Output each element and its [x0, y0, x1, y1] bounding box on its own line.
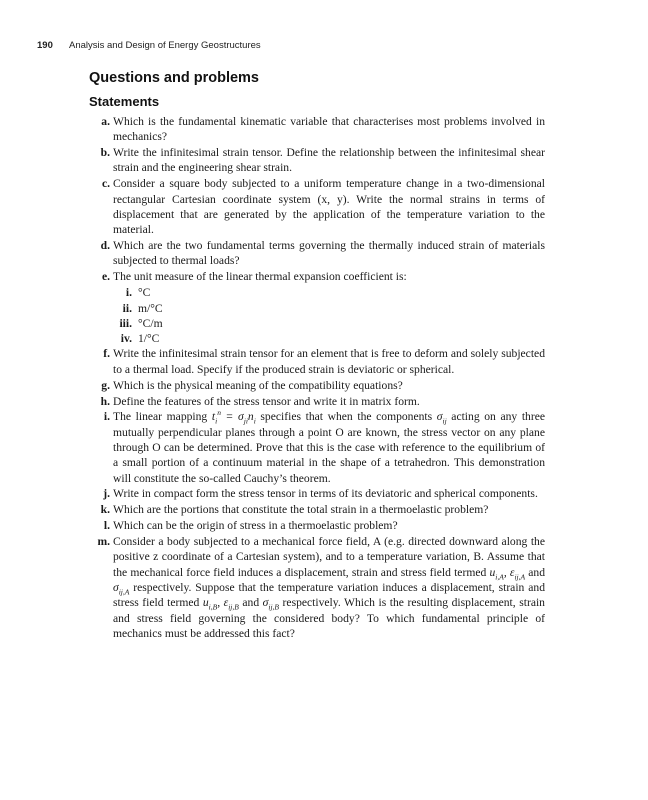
page-number: 190 [37, 40, 53, 51]
question-text: Consider a body subjected to a mechanical force field, A (e.g. directed downward along the positive z coordinate of a Cartesian system), and to a temperature variation, B. Assume that the mechanical force field induces a displacement, strain and stress field termed $u_{i,A}$, $\varepsilon_{ij,A}$ and $\sigma_{ij,A}$ respectively. Suppose that the temperature variation induces a displacement, strain and stress field termed $u_{i,B}$, $\varepsilon_{ij,B}$ and $\sigma_{ij,B}$ respectively. Which is the resulting displacement, strain and stress field governing the considered body? To which fundamental principle of mechanics must be addressed this fact? [113, 535, 546, 640]
question-label: j. [103, 487, 110, 501]
question-label: k. [100, 503, 110, 517]
question-text: Write the infinitesimal strain tensor. Define the relationship between the infinitesimal shear strain and the engineering shear strain. [113, 146, 545, 175]
question-label: l. [103, 519, 110, 533]
option-e-ii [80, 301, 545, 316]
option-text: 1/°C [138, 332, 160, 346]
question-e [80, 269, 545, 284]
question-text: Write the infinitesimal strain tensor for an element that is free to deform and solely subjected to a thermal load. Specify if the produced strain is deviatoric or spherical. [113, 347, 545, 376]
question-text: Which is the fundamental kinematic variable that characterises most problems involved in mechanics? [113, 115, 545, 144]
question-text: Which are the two fundamental terms governing the thermally induced strain of materials subjected to thermal loads? [113, 239, 545, 268]
question-label: h. [100, 394, 110, 408]
question-label: i. [103, 410, 110, 424]
question-label: g. [101, 378, 110, 392]
question-text: Consider a square body subjected to a uniform temperature change in a two-dimensional rectangular Cartesian coordinate system (x, y). Write the normal strains in terms of displacement that are generated by the application of the temperature variation to the material. [113, 177, 545, 237]
question-label: c. [101, 177, 110, 191]
question-m [80, 534, 545, 641]
field-a-stress-symbol: $\sigma_{ij,A}$ [113, 581, 130, 597]
question-label: d. [100, 239, 110, 253]
question-text: The unit measure of the linear thermal expansion coefficient is: [113, 270, 407, 284]
cauchy-formula: $t_i^n = \sigma_{ji}n_i$ [211, 408, 256, 426]
option-label: ii. [122, 301, 132, 315]
option-e-iv [80, 331, 545, 346]
option-e-i [80, 285, 545, 300]
text-run: respectively. Which is the resulting displacement, strain and stress field governing the considered body? To which fundamental principle of mechanics must be addressed this fact? [113, 596, 545, 640]
text-run: The linear mapping [113, 410, 212, 424]
subsection-title: Statements [89, 94, 160, 109]
question-h [80, 394, 545, 409]
option-text: °C/m [138, 316, 163, 330]
question-b [80, 145, 545, 176]
option-label: i. [125, 286, 132, 300]
question-label: a. [101, 115, 110, 128]
question-text: Which is the physical meaning of the compatibility equations? [113, 378, 403, 392]
text-run: Consider a body subjected to a mechanical force field, A (e.g. directed downward along the positive z coordinate of a Cartesian system), and to a temperature variation, B. Assume that the mechanical force field induces a displacement, strain and stress field termed [113, 535, 545, 579]
question-k [80, 502, 545, 517]
text-run: specifies that when the components [255, 410, 437, 424]
question-d [80, 238, 545, 269]
field-b-symbols: $u_{i,B}$, $\varepsilon_{ij,B}$ [202, 596, 239, 612]
field-b-stress-symbol: $\sigma_{ij,B}$ [262, 596, 280, 612]
question-a [80, 114, 545, 145]
question-label: f. [103, 347, 110, 361]
question-c [80, 176, 545, 237]
option-e-iii [80, 316, 545, 331]
text-run: respectively. Suppose that the temperature variation induces a displacement, strain and stress field termed [113, 581, 545, 610]
running-header [37, 40, 261, 51]
option-text: °C [138, 286, 151, 300]
option-text: m/°C [138, 301, 163, 315]
question-text: Which are the portions that constitute the total strain in a thermoelastic problem? [113, 503, 489, 517]
running-title: Analysis and Design of Energy Geostructures [68, 40, 261, 51]
question-text: Define the features of the stress tensor and write it in matrix form. [113, 394, 420, 408]
option-label: iv. [120, 332, 132, 346]
question-j [80, 486, 545, 501]
stress-component-symbol: $\sigma_{ij}$ [436, 410, 447, 426]
question-f [80, 346, 545, 377]
question-i [80, 409, 545, 485]
question-label: e. [101, 270, 110, 284]
question-text: Write in compact form the stress tensor in terms of its deviatoric and spherical components. [113, 487, 538, 501]
question-list [80, 114, 545, 642]
field-a-symbols: $u_{i,A}$, $\varepsilon_{ij,A}$ [489, 565, 526, 582]
question-l [80, 518, 545, 533]
question-text: Which can be the origin of stress in a thermoelastic problem? [113, 519, 398, 533]
question-text [113, 409, 545, 485]
text-run: acting on any three mutually perpendicular planes through a point O are known, the stress vector on any plane through O can be determined. Prove that this is the case with reference to the equilibrium of a small portion of a continuum material in the shape of a tetrahedron. This demonstration will constitute the so-called Cauchy’s theorem. [113, 410, 545, 485]
option-label: iii. [119, 316, 132, 330]
question-label: m. [97, 535, 110, 549]
section-title: Questions and problems [89, 70, 259, 86]
question-g [80, 378, 545, 393]
question-label: b. [100, 146, 110, 160]
